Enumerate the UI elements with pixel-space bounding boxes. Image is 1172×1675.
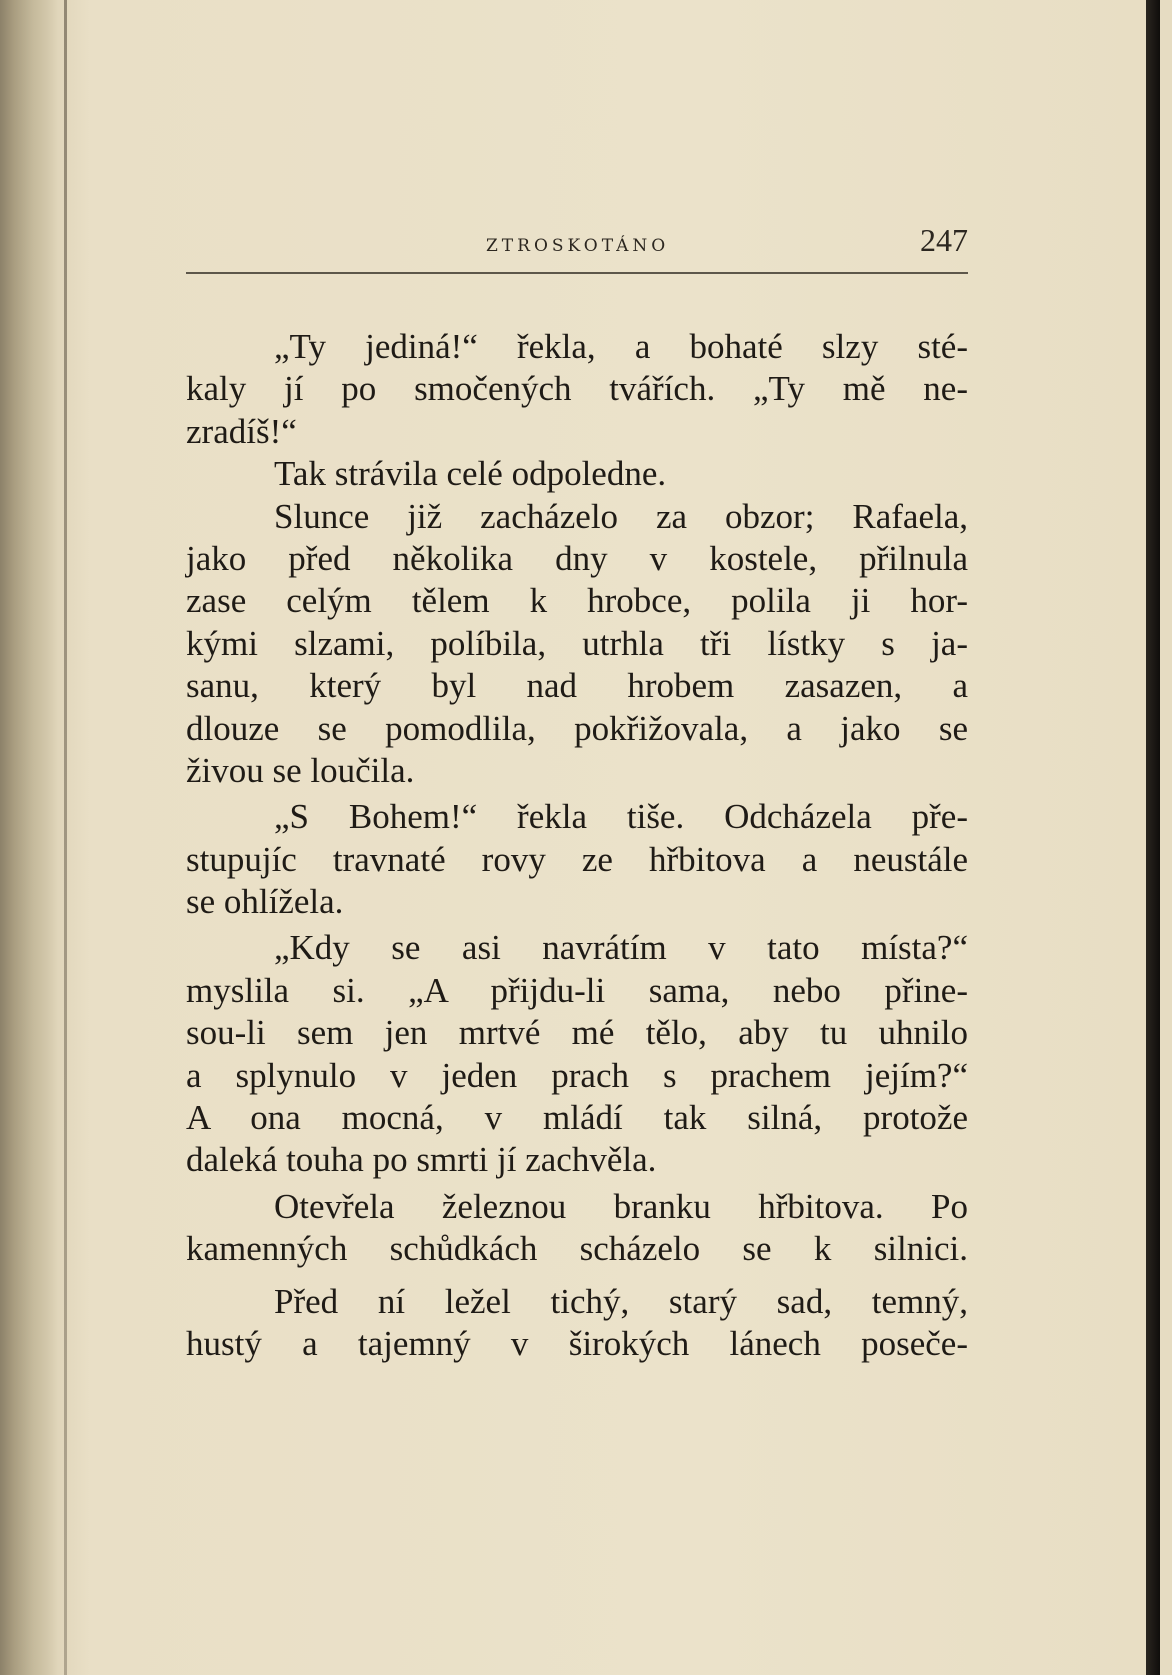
text-line: stupujíc travnaté rovy ze hřbitova a neustále bbox=[186, 839, 968, 879]
text-line: Před ní ležel tichý, starý sad, temný, bbox=[274, 1281, 968, 1321]
text-line: A ona mocná, v mládí tak silná, protože bbox=[186, 1098, 968, 1138]
text-line: Slunce již zacházelo za obzor; Rafaela, bbox=[274, 496, 968, 536]
text-line: sanu, který byl nad hrobem zasazen, a bbox=[186, 666, 968, 706]
text-line: a splynulo v jeden prach s prachem jejím?“ bbox=[186, 1055, 968, 1095]
text-line: daleká touha po smrti jí zachvěla. bbox=[186, 1140, 657, 1180]
body-text bbox=[186, 326, 968, 1365]
text-line: sou-li sem jen mrtvé mé tělo, aby tu uhnilo bbox=[186, 1013, 968, 1053]
running-title: ZTROSKOTÁNO bbox=[486, 236, 670, 256]
page-number: 247 bbox=[920, 222, 968, 258]
page-header bbox=[186, 222, 968, 262]
page-edge-shadow bbox=[1146, 0, 1160, 1675]
text-line: kaly jí po smočených tvářích. „Ty mě ne- bbox=[186, 369, 968, 409]
binding-shadow bbox=[0, 0, 58, 1675]
text-line: „Ty jediná!“ řekla, a bohaté slzy sté- bbox=[274, 327, 968, 366]
text-line: Otevřela železnou branku hřbitova. Po bbox=[274, 1186, 968, 1226]
text-line: zradíš!“ bbox=[186, 411, 297, 451]
text-line: dlouze se pomodlila, pokřižovala, a jako se bbox=[186, 708, 968, 748]
text-line: zase celým tělem k hrobce, polila ji hor- bbox=[186, 581, 968, 621]
text-line: „S Bohem!“ řekla tiše. Odcházela pře- bbox=[274, 797, 968, 837]
text-line: Tak strávila celé odpoledne. bbox=[274, 454, 667, 494]
header-rule bbox=[186, 272, 968, 274]
text-line: hustý a tajemný v širokých lánech poseče- bbox=[186, 1323, 968, 1363]
text-line: se ohlížela. bbox=[186, 882, 344, 922]
text-line: kými slzami, políbila, utrhla tři lístky s ja- bbox=[186, 623, 968, 663]
text-line: myslila si. „A přijdu-li sama, nebo přine- bbox=[186, 970, 968, 1010]
binding-crease bbox=[64, 0, 67, 1675]
text-line: jako před několika dny v kostele, přilnula bbox=[186, 538, 968, 578]
text-line: kamenných schůdkách scházelo se k silnici. bbox=[186, 1229, 968, 1269]
text-line: živou se loučila. bbox=[186, 750, 415, 790]
text-line: „Kdy se asi navrátím v tato místa?“ bbox=[274, 928, 968, 968]
